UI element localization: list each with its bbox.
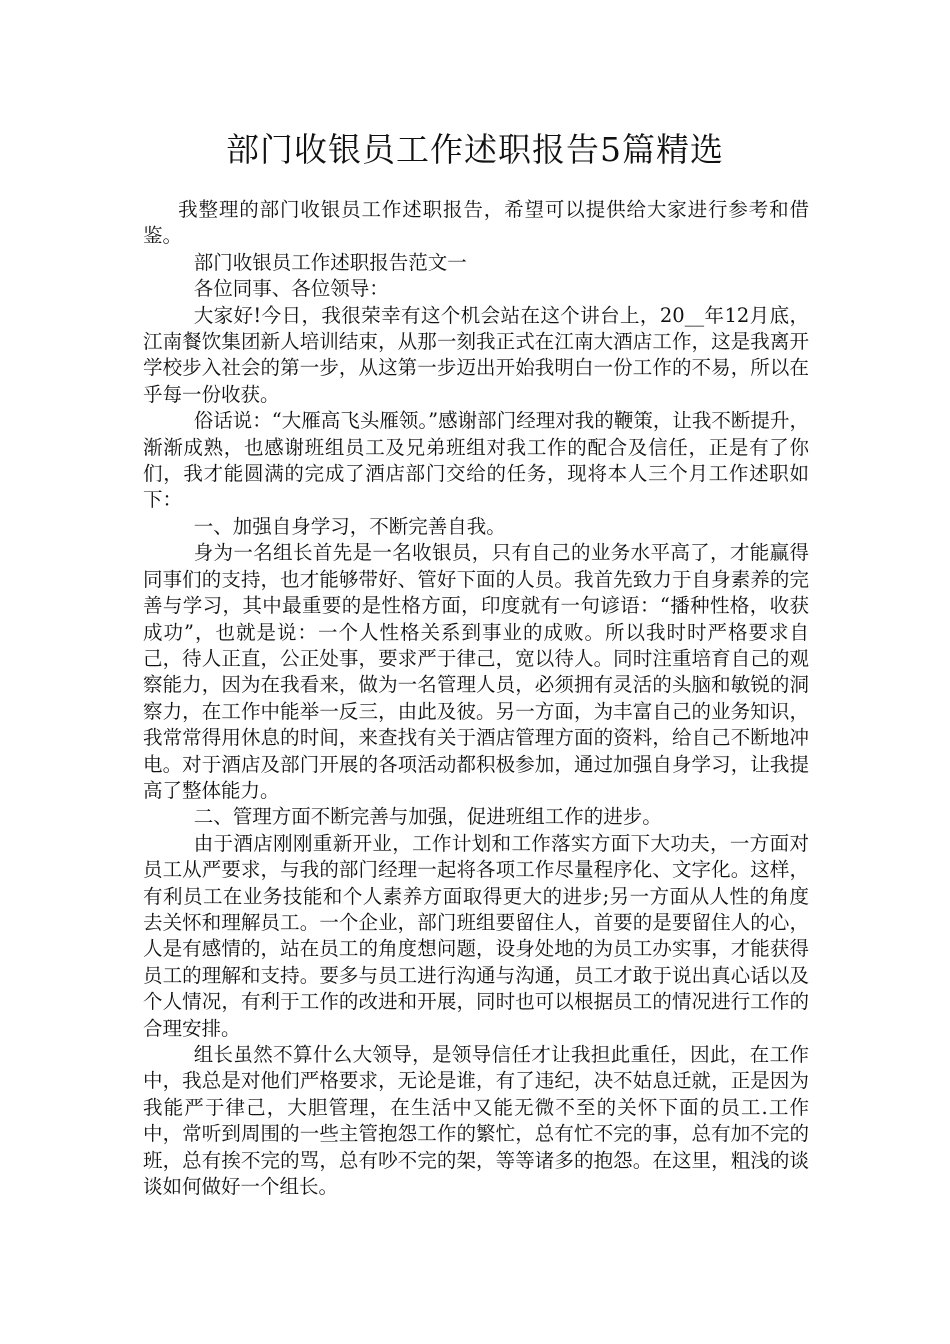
sample-heading: 部门收银员工作述职报告范文一 [193,250,467,274]
salutation: 各位同事、各位领导： [193,277,389,301]
section-heading-2: 二、管理方面不断完善与加强，促进班组工作的进步。 [193,805,662,829]
section-heading-1: 一、加强自身学习，不断完善自我。 [193,514,506,538]
intro-paragraph: 我整理的部门收银员工作述职报告，希望可以提供给大家进行参考和借鉴。 [143,198,809,248]
document-title: 部门收银员工作述职报告5篇精选 [226,130,724,169]
document-body [143,197,809,1200]
body-paragraph: 身为一名组长首先是一名收银员，只有自己的业务水平高了，才能赢得同事们的支持，也才能够带好、管好下面的人员。我首先致力于自身素养的完善与学习，其中最重要的是性格方面，印度就有一句谚语：“播种性格，收获成功”，也就是说：一个人性格关系到事业的成败。所以我时时严格要求自己，待人正直，公正处事，要求严于律己，宽以待人。同时注重培育自己的观察能力，因为在我看来，做为一名管理人员，必须拥有灵活的头脑和敏锐的洞察力，在工作中能举一反三，由此及彼。另一方面，为丰富自己的业务知识，我常常得用休息的时间，来查找有关于酒店管理方面的资料，给自己不断地冲电。对于酒店及部门开展的各项活动都积极参加，通过加强自身学习，让我提高了整体能力。 [143,541,809,802]
body-paragraph: 由于酒店刚刚重新开业，工作计划和工作落实方面下大功夫，一方面对员工从严要求，与我的部门经理一起将各项工作尽量程序化、文字化。这样，有利员工在业务技能和个人素养方面取得更大的进步;另一方面从人性的角度去关怀和理解员工。一个企业，部门班组要留住人，首要的是要留住人的心，人是有感情的，站在员工的角度想问题，设身处地的为员工办实事，才能获得员工的理解和支持。要多与员工进行沟通与沟通，员工才敢于说出真心话以及个人情况，有利于工作的改进和开展，同时也可以根据员工的情况进行工作的合理安排。 [143,831,809,1040]
body-paragraph: 大家好!今日，我很荣幸有这个机会站在这个讲台上，20__年12月底，江南餐饮集团新人培训结束，从那一刻我正式在江南大酒店工作，这是我离开学校步入社会的第一步，从这第一步迈出开始我明白一份工作的不易，所以在乎每一份收获。 [143,303,809,406]
body-paragraph: 俗话说：“大雁高飞头雁领。”感谢部门经理对我的鞭策，让我不断提升，渐渐成熟，也感谢班组员工及兄弟班组对我工作的配合及信任，正是有了你们，我才能圆满的完成了酒店部门交给的任务，现将本人三个月工作述职如下： [143,409,809,512]
body-paragraph: 组长虽然不算什么大领导，是领导信任才让我担此重任，因此，在工作中，我总是对他们严格要求，无论是谁，有了违纪，决不姑息迁就，正是因为我能严于律己，大胆管理，在生活中又能无微不至的关怀下面的员工.工作中，常听到周围的一些主管抱怨工作的繁忙，总有忙不完的事，总有加不完的班，总有挨不完的骂，总有吵不完的架，等等诸多的抱怨。在这里，粗浅的谈谈如何做好一个组长。 [143,1043,809,1199]
